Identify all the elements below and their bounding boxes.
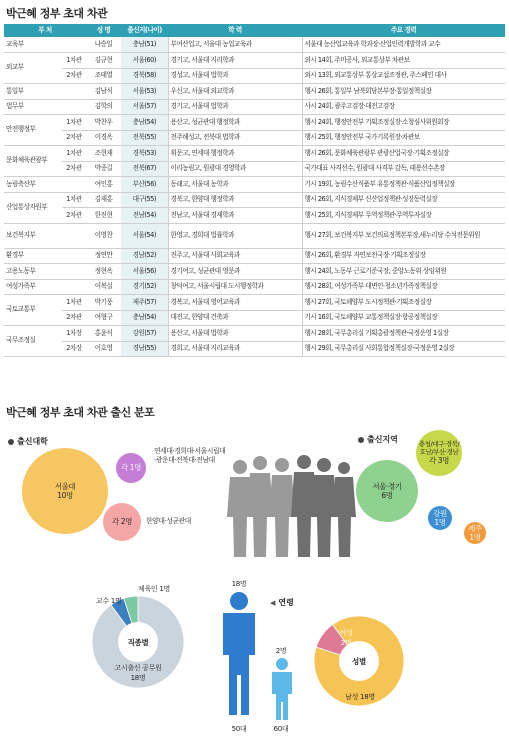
table-row	[4, 341, 505, 357]
cell-education: 한영고, 경희대 법률학과	[168, 223, 302, 248]
region-jeju-name: 제주	[468, 523, 482, 533]
header-ministry: 부 처	[4, 24, 86, 37]
occupation-athlete-count: 1명	[159, 585, 170, 593]
region-jeju-count: 1명	[469, 533, 481, 542]
cell-ministry: 고용노동부	[4, 264, 86, 280]
region-section-label	[358, 434, 398, 445]
cell-career: 행시 26회, 통일부 남북회담본부장·통일정책실장	[302, 84, 505, 100]
bullet-icon	[8, 439, 14, 445]
header-education: 학 력	[168, 24, 302, 37]
header-origin: 출신지(나이)	[121, 24, 168, 37]
cell-origin: 제주(57)	[121, 295, 168, 311]
cell-education: 동래고, 서울대 농학과	[168, 177, 302, 193]
table-row	[4, 208, 505, 224]
cell-name: 정연만	[86, 248, 121, 264]
gender-female-label	[334, 628, 358, 648]
region-gangwon-bubble	[428, 506, 452, 530]
cell-career: 외시 14회, 주미공사, 외교통상부 차관보	[302, 53, 505, 69]
cell-ministry: 외교부	[4, 53, 62, 84]
cell-education: 경희고, 서울대 지리교육과	[168, 341, 302, 357]
cell-name: 박종길	[86, 161, 121, 177]
occupation-civil-count: 18명	[130, 674, 146, 682]
cell-name: 박찬우	[86, 115, 121, 131]
cell-education: 전주해성고, 전북대 법학과	[168, 130, 302, 146]
gender-male-name: 남성	[345, 693, 359, 701]
cell-career: 서울대 농산업교육과 학과장·산업인력개발학과 교수	[302, 37, 505, 53]
cell-origin: 경기(52)	[121, 279, 168, 295]
cell-origin: 충남(51)	[121, 37, 168, 53]
university-seoul-bubble	[22, 448, 108, 534]
gender-label: 성별	[352, 657, 366, 666]
cell-career: 행시 26회, 환경부 자연보전국장·기획조정실장	[302, 248, 505, 264]
cell-order: 1차관	[62, 53, 86, 69]
cell-order: 1차장	[62, 326, 86, 342]
region-gangwon-name: 강원	[433, 508, 447, 518]
region-seoul-gyeonggi-name: 서울·경기	[372, 481, 402, 491]
university-each2-name: 각 2명	[111, 517, 133, 527]
age-60s-name: 60대	[273, 725, 289, 733]
cell-origin: 서울(53)	[121, 84, 168, 100]
cell-name: 이복실	[86, 279, 121, 295]
cell-ministry: 국무조정실	[4, 326, 62, 357]
cell-education: 경기고, 서울대 법학과	[168, 99, 302, 115]
cell-education: 경성고, 서울대 법학과	[168, 68, 302, 84]
cell-origin: 강원(57)	[121, 326, 168, 342]
table-row	[4, 192, 505, 208]
cell-career: 국가대표 사격선수, 원광대 사격부 감독, 태릉선수촌장	[302, 161, 505, 177]
cell-education: 경기여고, 성균관대 영문과	[168, 264, 302, 280]
table-header-row	[4, 24, 505, 37]
occupation-athlete-name: 체육인	[138, 585, 158, 593]
cell-ministry: 통일부	[4, 84, 86, 100]
cell-education: 용산고, 서울대 법학과	[168, 326, 302, 342]
region-gangwon-count: 1명	[434, 518, 446, 527]
cell-name: 이경옥	[86, 130, 121, 146]
cell-career: 행시 26회, 문화체육관광부 관광산업국장·기획조정실장	[302, 146, 505, 162]
cell-ministry: 산업통상자원부	[4, 192, 62, 223]
cell-origin: 부산(56)	[121, 177, 168, 193]
table-row	[4, 161, 505, 177]
gender-male-label	[340, 692, 380, 702]
table-row	[4, 84, 505, 100]
table-row	[4, 248, 505, 264]
cell-name: 여인홍	[86, 177, 121, 193]
cell-ministry: 환경부	[4, 248, 86, 264]
age-50s-name: 50대	[231, 725, 247, 733]
header-career: 주요 경력	[302, 24, 505, 37]
header-name: 성 명	[86, 24, 121, 37]
cell-name: 나승일	[86, 37, 121, 53]
cell-education: 전남고, 서울대 경제학과	[168, 208, 302, 224]
occupation-professor-count: 1명	[110, 597, 122, 605]
cell-career: 기시 19회, 농림수산식품부 유통정책관·식품산업정책실장	[302, 177, 505, 193]
cell-education: 휘문고, 연세대 행정학과	[168, 146, 302, 162]
cell-ministry: 농림축산부	[4, 177, 86, 193]
cell-order: 1차관	[62, 115, 86, 131]
cell-career: 행시 25회, 행정안전부 국가기록원장·차관보	[302, 130, 505, 146]
cell-career: 행시 25회, 지식경제부 무역정책관·무역투자실장	[302, 208, 505, 224]
cell-name: 박기풍	[86, 295, 121, 311]
cell-career: 행시 24회, 행정안전부 기획조정실장·소청심사위원회장	[302, 115, 505, 131]
cell-order: 2차관	[62, 130, 86, 146]
region-seoul-gyeonggi-bubble	[356, 460, 418, 522]
cell-order: 2차관	[62, 68, 86, 84]
cell-origin: 경북(58)	[121, 68, 168, 84]
cell-ministry: 국토교통부	[4, 295, 62, 326]
cell-career: 사시 24회, 광주고검장·대전고검장	[302, 99, 505, 115]
cell-order: 2차관	[62, 208, 86, 224]
cell-ministry: 보건복지부	[4, 223, 86, 248]
cell-name: 김규현	[86, 53, 121, 69]
cell-education: 경북고, 한양대 행정학과	[168, 192, 302, 208]
cell-name: 김남식	[86, 84, 121, 100]
cell-origin: 충남(54)	[121, 310, 168, 326]
cell-origin: 서울(56)	[121, 264, 168, 280]
cell-education: 용산고, 성균관대 행정학과	[168, 115, 302, 131]
people-silhouette-illustration	[226, 455, 356, 560]
cell-origin: 전북(55)	[121, 130, 168, 146]
occupation-civil-name: 고시출신 공무원	[114, 664, 162, 672]
table-row	[4, 130, 505, 146]
cell-career: 행시 27회, 보건복지부 보건의료정책본부장,새누리당 수석전문위원	[302, 223, 505, 248]
table-row	[4, 146, 505, 162]
table-row	[4, 53, 505, 69]
cell-career: 행시 29회, 국무총리실 사회통합정책실장·국정운영 2실장	[302, 341, 505, 357]
cell-education: 부여산업고, 서울대 농업교육과	[168, 37, 302, 53]
table-row	[4, 264, 505, 280]
region-label: 출신지역	[367, 435, 398, 444]
bullet-icon	[358, 437, 364, 443]
cell-name: 김재홍	[86, 192, 121, 208]
region-others-name: 충청/대구·경북/호남/부산·경남	[418, 440, 460, 457]
table-row	[4, 99, 505, 115]
cell-name: 김학의	[86, 99, 121, 115]
cell-ministry: 문화체육관광부	[4, 146, 62, 177]
cell-education: 경복고, 서울대 영어교육과	[168, 295, 302, 311]
distribution-title: 박근혜 정부 초대 차관 출신 분포	[6, 406, 155, 419]
university-each1-name: 각 1명	[120, 463, 142, 473]
university-seoul-name: 서울대	[54, 481, 76, 491]
university-section-label	[8, 436, 48, 447]
cell-career: 기시 16회, 국토해양부 교통정책실장·항공정책실장	[302, 310, 505, 326]
cell-order: 1차관	[62, 146, 86, 162]
cell-origin: 경북(53)	[121, 146, 168, 162]
cell-career: 행시 27회, 국토해양부 도시정책관·기획조정실장	[302, 295, 505, 311]
cell-name: 한진현	[86, 208, 121, 224]
cell-name: 조태열	[86, 68, 121, 84]
occupation-professor-label	[96, 596, 122, 606]
age-50s-figure-icon	[220, 592, 258, 718]
university-each2-bubble	[103, 503, 141, 541]
cell-origin: 경남(52)	[121, 248, 168, 264]
cell-career: 행시 28회, 여성가족부 대변인·청소년가족정책실장	[302, 279, 505, 295]
cell-ministry: 교육부	[4, 37, 86, 53]
age-60s-figure-icon	[270, 658, 294, 722]
region-others-bubble	[416, 430, 462, 476]
cell-origin: 전북(67)	[121, 161, 168, 177]
age-label: 연령	[278, 598, 294, 607]
page-title: 박근혜 정부 초대 차관	[6, 7, 108, 20]
cell-ministry: 여성가족부	[4, 279, 86, 295]
cell-name: 정현옥	[86, 264, 121, 280]
table-row	[4, 326, 505, 342]
cell-order: 1차관	[62, 192, 86, 208]
cell-name: 이영찬	[86, 223, 121, 248]
cell-education: 우신고, 서울대 외교학과	[168, 84, 302, 100]
gender-female-name: 여성	[339, 629, 353, 637]
cell-education: 대전고, 한양대 건축과	[168, 310, 302, 326]
table-row	[4, 37, 505, 53]
university-label: 출신대학	[17, 437, 48, 446]
university-each1-note: 연세대·경희대·서울시립대·광운대·전북대·전남대	[154, 447, 226, 464]
cell-career: 행시 26회, 지식경제부 신산업정책관·성장동력실장	[302, 192, 505, 208]
cell-education: 창덕여고, 서울시립대 도시행정학과	[168, 279, 302, 295]
gender-male-count: 18명	[360, 693, 375, 701]
cell-career: 외시 13회, 외교통상부 통상교섭조정관, 주스페인 대사	[302, 68, 505, 84]
cell-ministry: 법무부	[4, 99, 86, 115]
cell-name: 조현재	[86, 146, 121, 162]
arrow-left-icon: ◀	[270, 598, 276, 607]
cell-career: 행시 24회, 노동부 근로기준국장, 중앙노동위 상임위원	[302, 264, 505, 280]
cell-order: 2차관	[62, 161, 86, 177]
gender-female-count: 2명	[340, 639, 352, 647]
cell-origin: 서울(54)	[121, 223, 168, 248]
age-50s-count: 18명	[231, 580, 247, 588]
cell-education: 경기고, 서울대 지리학과	[168, 53, 302, 69]
cell-origin: 충남(54)	[121, 115, 168, 131]
table-row	[4, 295, 505, 311]
cell-name: 홍윤식	[86, 326, 121, 342]
region-jeju-bubble	[464, 522, 486, 544]
age-section-label	[270, 597, 294, 608]
cell-origin: 대구(55)	[121, 192, 168, 208]
cell-order: 1차관	[62, 295, 86, 311]
table-row	[4, 223, 505, 248]
table-row	[4, 279, 505, 295]
cell-education: 이리농림고, 원광대 경영학과	[168, 161, 302, 177]
age-60s-count: 2명	[275, 647, 287, 655]
table-row	[4, 177, 505, 193]
region-seoul-gyeonggi-count: 6명	[381, 491, 393, 500]
university-each2-note: 한양대·성균관대	[146, 517, 191, 525]
cell-order: 2차관	[62, 310, 86, 326]
cell-origin: 경남(55)	[121, 341, 168, 357]
cell-education: 진주고, 서울대 사회교육과	[168, 248, 302, 264]
table-row	[4, 115, 505, 131]
university-each1-bubble	[116, 453, 146, 483]
table-row	[4, 68, 505, 84]
cell-name: 여형구	[86, 310, 121, 326]
cell-origin: 서울(60)	[121, 53, 168, 69]
cell-name: 이호영	[86, 341, 121, 357]
cell-order: 2차장	[62, 341, 86, 357]
cell-ministry: 안전행정부	[4, 115, 62, 146]
vice-ministers-table	[4, 24, 505, 357]
cell-origin: 서울(57)	[121, 99, 168, 115]
occupation-athlete-label	[138, 584, 170, 594]
university-seoul-count: 10명	[57, 491, 73, 500]
occupation-label: 직종별	[127, 638, 149, 647]
table-row	[4, 310, 505, 326]
cell-career: 행시 28회, 국무총리실 기획총괄정책관·국정운영 1실장	[302, 326, 505, 342]
cell-origin: 전남(54)	[121, 208, 168, 224]
occupation-professor-name: 교수	[96, 597, 109, 605]
region-others-count: 각 3명	[428, 456, 450, 466]
